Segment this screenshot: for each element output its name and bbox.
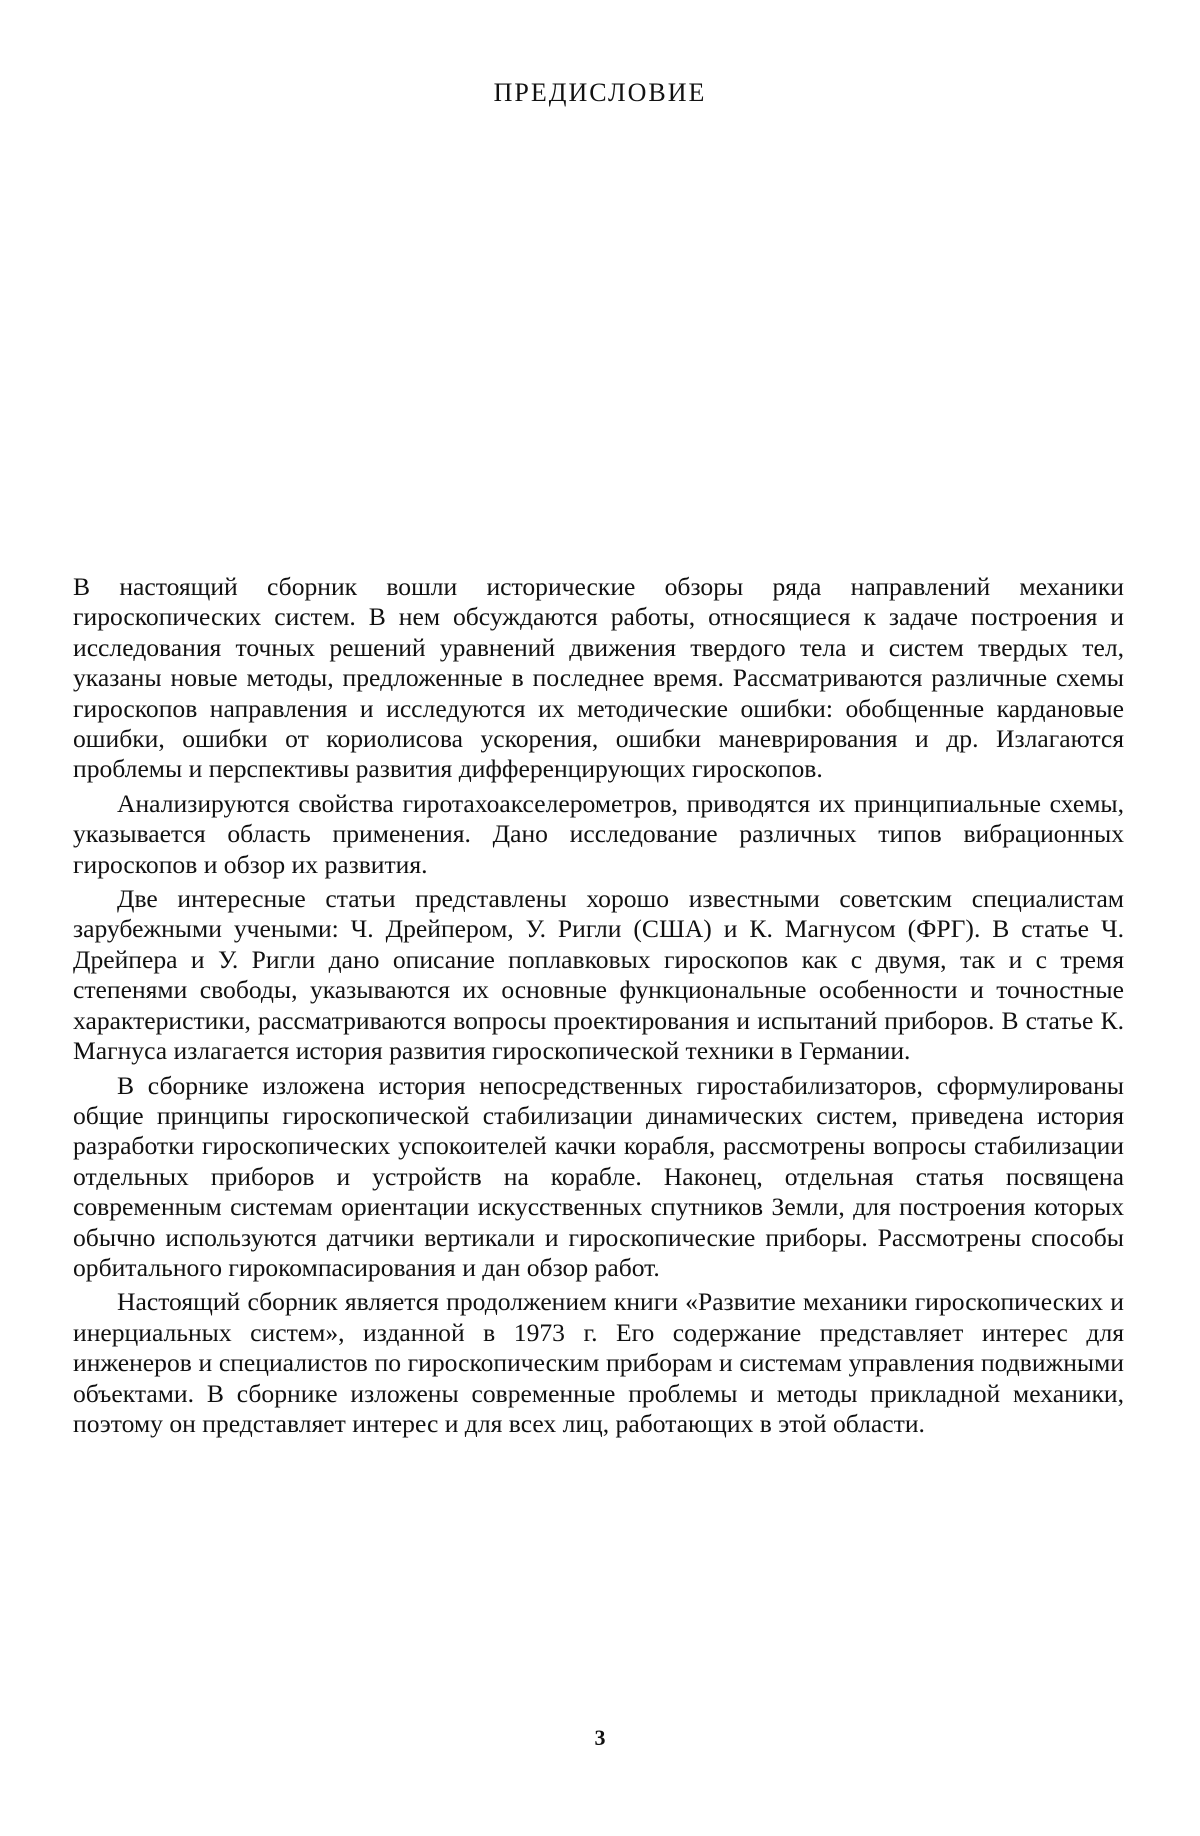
page-title: ПРЕДИСЛОВИЕ: [493, 78, 707, 107]
page-number: 3: [594, 1725, 606, 1750]
paragraph-5: Настоящий сборник является продолжением книги «Развитие механики гироскопических и инерциальных систем», изданной в 1973 г. Его содержание представляет интерес для инженеров и специалистов по гироскопическим приборам и системам управления подвижными объектами. В сборнике изложены современные проблемы и методы прикладной механики, поэтому он представляет интерес и для всех лиц, работающих в этой области.: [73, 1287, 1124, 1438]
paragraph-3: Две интересные статьи представлены хорошо известными советским специалистам зарубежными учеными: Ч. Дрейпером, У. Ригли (США) и К. Магнусом (ФРГ). В статье Ч. Дрейпера и У. Ригли дано описание поплавковых гироскопов как с двумя, так и с тремя степенями свободы, указываются их основные функциональные особенности и точностные характеристики, рассматриваются вопросы проектирования и испытаний приборов. В статье К. Магнуса излагается история развития гироскопической техники в Германии.: [73, 884, 1124, 1066]
paragraph-1: В настоящий сборник вошли исторические обзоры ряда направлений механики гироскопических систем. В нем обсуждаются работы, относящиеся к задаче построения и исследования точных решений уравнений движения твердого тела и систем твердых тел, указаны новые методы, предложенные в последнее время. Рассматриваются различные схемы гироскопов направления и исследуются их методические ошибки: обобщенные кардановые ошибки, ошибки от кориолисова ускорения, ошибки маневрирования и др. Излагаются проблемы и перспективы развития дифференцирующих гироскопов.: [73, 572, 1124, 784]
preface-body: [73, 572, 1124, 1443]
paragraph-2: Анализируются свойства гиротахоакселерометров, приводятся их принципиальные схемы, указывается область применения. Дано исследование различных типов вибрационных гироскопов и обзор их развития.: [73, 788, 1124, 879]
paragraph-4: В сборнике изложена история непосредственных гиростабилизаторов, сформулированы общие принципы гироскопической стабилизации динамических систем, приведена история разработки гироскопических успокоителей качки корабля, рассмотрены вопросы стабилизации отдельных приборов и устройств на корабле. Наконец, отдельная статья посвящена современным системам ориентации искусственных спутников Земли, для построения которых обычно используются датчики вертикали и гироскопические приборы. Рассмотрены способы орбитального гирокомпасирования и дан обзор работ.: [73, 1070, 1124, 1282]
